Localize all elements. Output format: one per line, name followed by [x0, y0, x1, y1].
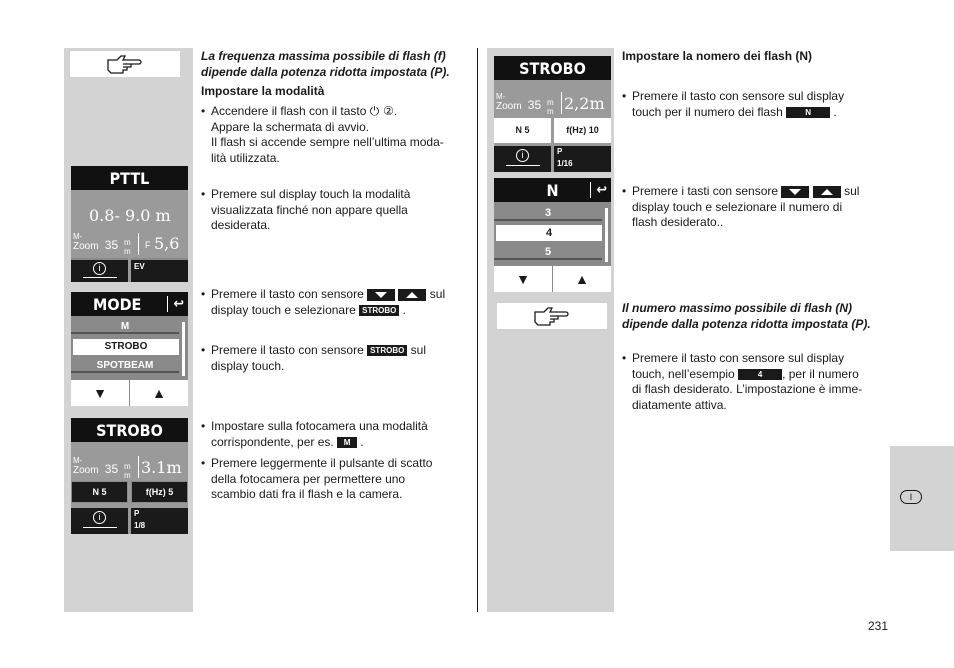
p-label: P: [134, 509, 140, 518]
range-value: 0.8- 9.0 m: [89, 206, 171, 225]
bullet-select-n: • Premere i tasti con sensore sul display touch e selezionare il numero di flash desiderato..: [622, 184, 860, 229]
f-value: 5,6: [154, 234, 180, 253]
m-inline-button: M: [337, 437, 357, 448]
note-flash-count: Il numero massimo possibile di flash (N) dipende dalla potenza ridotta impostata (P).: [622, 301, 871, 331]
n-button[interactable]: N 5: [71, 481, 128, 503]
zoom-unit: m m: [124, 462, 131, 480]
back-icon[interactable]: ↩: [590, 182, 607, 198]
f-button[interactable]: f(Hz) 10: [554, 118, 611, 143]
p-button[interactable]: [554, 146, 611, 172]
back-icon[interactable]: ↩: [167, 296, 184, 312]
bullet-confirm-n: • Premere il tasto con sensore sul display touch, nell’esempio 4 , per il numero di flash desiderato. L’impostazione è imme- diatamente attiva.: [622, 351, 863, 412]
up-arrow-button-icon: [398, 289, 426, 301]
strobo-inline-button: STROBO: [367, 345, 407, 356]
n-select-screen: [494, 178, 611, 292]
n-inline-button: N: [786, 107, 830, 118]
note-hand-box-left: [70, 51, 180, 77]
pttl-screen: [71, 166, 188, 282]
divider: [138, 456, 139, 478]
scrollbar[interactable]: [182, 322, 185, 376]
scrollbar[interactable]: [605, 208, 608, 262]
distance-value: 2,2m: [564, 94, 605, 113]
bullet-select-strobo: • Premere il tasto con sensore sul display touch e selezionare STROBO .: [201, 287, 446, 317]
bullet-press-mode: • Premere sul display touch la modalità visualizzata finché non appare quella desiderata.: [201, 187, 411, 232]
zoom-label: Zoom: [73, 241, 99, 252]
note-frequency: La frequenza massima possibile di flash (f) dipende dalla potenza ridotta impostata (P).: [201, 49, 450, 79]
zoom-value: 35: [104, 238, 119, 252]
bullet-shutter: • Premere leggermente il pulsante di scatto della fotocamera per permettere uno scambio dati fra il flash e la camera.: [201, 456, 433, 501]
ev-label: EV: [134, 262, 145, 271]
side-tab-icon: I: [900, 490, 922, 504]
n-button[interactable]: N 5: [494, 118, 551, 143]
p-value: 1/16: [557, 159, 573, 168]
screen-title: N ↩: [494, 178, 611, 202]
up-button[interactable]: ▲: [130, 380, 188, 406]
mode-item-spotbeam[interactable]: SPOTBEAM: [71, 359, 179, 373]
f-label: F: [145, 240, 151, 250]
info-button[interactable]: [71, 258, 128, 282]
page-number: 231: [867, 619, 888, 633]
heading-flash-count: Impostare la nomero dei flash (N): [622, 49, 813, 63]
down-button[interactable]: ▼: [494, 266, 552, 292]
mode-item-m[interactable]: M: [71, 320, 179, 334]
down-arrow-button-icon: [781, 186, 809, 198]
zoom-value: 35: [527, 98, 542, 112]
screen-title: PTTL: [71, 166, 188, 190]
m-label: M-: [73, 232, 83, 241]
distance-value: 3.1m: [141, 458, 182, 477]
power-icon: ⏻ ②: [369, 104, 394, 118]
zoom-unit: m m: [124, 238, 131, 256]
up-arrow-button-icon: [813, 186, 841, 198]
bullet-power-on: • Accendere il flash con il tasto ⏻ ②. Appare la schermata di avvio. Il flash si accende sempre nell’ultima moda- lità utilizzata.: [201, 104, 444, 165]
info-button[interactable]: [494, 146, 551, 172]
divider: [138, 233, 139, 255]
heading-mode: Impostare la modalità: [201, 84, 325, 98]
bullet-press-n: • Premere il tasto con sensore sul display touch per il numero dei flash N .: [622, 89, 845, 119]
bullet-camera-mode: • Impostare sulla fotocamera una modalità corrispondente, per es. M .: [201, 419, 428, 449]
info-icon: i: [516, 149, 529, 162]
mode-item-strobo[interactable]: STROBO: [73, 339, 179, 355]
mode-screen: [71, 292, 188, 406]
p-button[interactable]: [131, 508, 188, 534]
strobo-inline-button: STROBO: [359, 305, 399, 316]
up-button[interactable]: ▲: [553, 266, 611, 292]
info-button[interactable]: [71, 508, 128, 534]
n-item-4[interactable]: 4: [496, 225, 602, 241]
divider: [561, 92, 562, 114]
zoom-label: Zoom: [496, 101, 522, 112]
info-icon: i: [93, 262, 106, 275]
pointing-hand-icon: [105, 53, 145, 75]
down-button[interactable]: ▼: [71, 380, 129, 406]
p-value: 1/8: [134, 521, 146, 530]
info-icon: i: [93, 511, 106, 524]
column-divider: [477, 48, 478, 612]
strobo-screen-2: [494, 56, 611, 172]
n-item-3[interactable]: 3: [494, 206, 602, 221]
zoom-unit: m m: [547, 98, 554, 116]
screen-title: MODE ↩: [71, 292, 188, 316]
p-label: P: [557, 147, 563, 156]
down-arrow-button-icon: [367, 289, 395, 301]
n-item-5[interactable]: 5: [494, 245, 602, 260]
strobo-screen-1: [71, 418, 188, 534]
ev-button[interactable]: [131, 258, 188, 282]
screen-title: STROBO: [71, 418, 188, 442]
zoom-value: 35: [104, 462, 119, 476]
pointing-hand-icon: [532, 305, 572, 327]
four-inline-button: 4: [738, 369, 782, 380]
bullet-press-strobo: • Premere il tasto con sensore STROBO sul display touch.: [201, 343, 427, 373]
zoom-label: Zoom: [73, 465, 99, 476]
f-button[interactable]: f(Hz) 5: [131, 481, 188, 503]
m-label: M-: [496, 92, 506, 101]
note-hand-box-right: [497, 303, 607, 329]
m-label: M-: [73, 456, 83, 465]
screen-title: STROBO: [494, 56, 611, 80]
